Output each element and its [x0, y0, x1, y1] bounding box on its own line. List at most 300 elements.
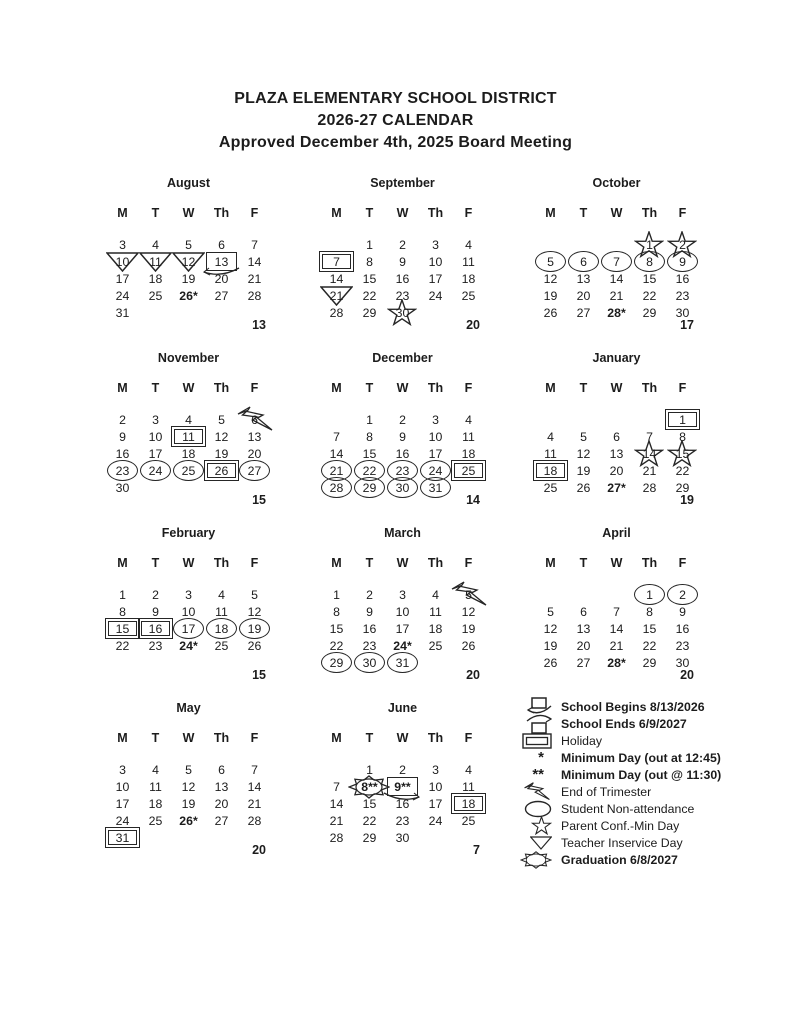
weekday-header: W [396, 556, 409, 570]
day-cell [106, 253, 139, 270]
day-number: 15 [115, 622, 130, 636]
day-cell [567, 411, 600, 428]
day-cell [633, 253, 666, 270]
day-cell [353, 637, 386, 654]
day-number: 9 [679, 605, 686, 619]
day-cell [567, 620, 600, 637]
day-number: 23 [362, 639, 377, 653]
day-number: 16 [395, 272, 410, 286]
day-cell [320, 637, 353, 654]
weekday-header: T [151, 381, 160, 395]
month-total-days: 13 [252, 318, 266, 332]
day-number: 5 [465, 588, 472, 602]
day-cell [666, 462, 699, 479]
district-name: PLAZA ELEMENTARY SCHOOL DISTRICT [234, 90, 557, 107]
day-number: 17 [148, 447, 163, 461]
day-cell [205, 795, 238, 812]
legend-item [520, 715, 734, 732]
day-number: 20 [576, 639, 591, 653]
day-number: 31 [115, 306, 130, 320]
day-cell [106, 586, 139, 603]
legend-label: Minimum Day (out at 12:45) [561, 750, 721, 765]
day-cell [534, 445, 567, 462]
day-cell [666, 428, 699, 445]
weekday-header: F [250, 556, 259, 570]
day-cell [172, 778, 205, 795]
weekday-header: W [182, 556, 195, 570]
weekday-header: M [331, 381, 342, 395]
day-number: 16 [362, 622, 377, 636]
day-cell [666, 270, 699, 287]
day-cell [452, 236, 485, 253]
day-cell [106, 462, 139, 479]
day-cell [106, 761, 139, 778]
document-title [0, 88, 791, 154]
weekday-header: T [365, 206, 374, 220]
day-cell [600, 270, 633, 287]
day-cell [139, 411, 172, 428]
day-number: 1 [366, 413, 373, 427]
day-cell [172, 287, 205, 304]
day-number: 23 [395, 289, 410, 303]
day-cell [238, 603, 271, 620]
day-number: 17 [428, 447, 443, 461]
day-number: 25 [461, 289, 476, 303]
day-cell [106, 637, 139, 654]
weekday-header: Th [213, 731, 230, 745]
day-cell [419, 586, 452, 603]
weekday-header-row [106, 729, 271, 747]
weekday-header: T [579, 556, 588, 570]
day-number: 30 [395, 306, 410, 320]
day-number: 3 [432, 763, 439, 777]
month-title: June [387, 701, 418, 715]
day-cell [172, 445, 205, 462]
day-number: 21 [329, 464, 344, 478]
day-cell [320, 236, 353, 253]
month-days [320, 761, 485, 846]
day-number: 10 [181, 605, 196, 619]
graduation-burst-icon [520, 851, 552, 869]
day-cell [419, 287, 452, 304]
weekday-header: Th [213, 381, 230, 395]
day-cell [452, 603, 485, 620]
day-number: 10 [428, 430, 443, 444]
month-total-days: 20 [466, 668, 480, 682]
legend-label: Student Non-attendance [561, 801, 695, 816]
day-cell [139, 778, 172, 795]
day-number: 2 [119, 413, 126, 427]
month-total-days: 14 [466, 493, 480, 507]
approval-note: Approved December 4th, 2025 Board Meeting [218, 134, 573, 151]
day-cell [238, 812, 271, 829]
day-number: 5 [547, 255, 554, 269]
day-number: 11 [544, 447, 557, 461]
month-title: February [161, 526, 216, 540]
legend-label: Teacher Inservice Day [561, 835, 683, 850]
day-number: 24 [428, 814, 443, 828]
legend-item [520, 749, 734, 766]
day-cell [172, 620, 205, 637]
day-number: 6 [580, 255, 587, 269]
day-cell [139, 603, 172, 620]
day-number: 15 [362, 272, 377, 286]
day-number: 27 [214, 814, 229, 828]
day-number: 20 [609, 464, 624, 478]
month-days [534, 586, 699, 671]
weekday-header-row [534, 554, 699, 572]
day-number: 10 [428, 255, 443, 269]
day-number: 24 [115, 289, 130, 303]
weekday-header: Th [427, 206, 444, 220]
day-cell [320, 462, 353, 479]
day-cell [172, 603, 205, 620]
day-number: 11 [182, 430, 195, 444]
day-number: 7 [333, 780, 340, 794]
day-number: 10 [428, 780, 443, 794]
day-number: 21 [247, 272, 262, 286]
day-number: 6 [580, 605, 587, 619]
day-cell [419, 795, 452, 812]
day-cell [386, 778, 419, 795]
day-number: 29 [362, 306, 377, 320]
month-total-days: 20 [466, 318, 480, 332]
weekday-header: T [151, 556, 160, 570]
day-cell [419, 428, 452, 445]
day-cell [419, 270, 452, 287]
day-cell [600, 620, 633, 637]
day-cell [320, 620, 353, 637]
day-number: 14 [642, 447, 657, 461]
day-number: 13 [576, 622, 591, 636]
day-number: 8 [366, 430, 373, 444]
day-number: 24 [428, 464, 443, 478]
day-cell [172, 637, 205, 654]
day-number: 17 [395, 622, 410, 636]
day-number: 12 [576, 447, 591, 461]
day-number: 26 [247, 639, 262, 653]
day-cell [139, 795, 172, 812]
day-number: 19 [181, 797, 196, 811]
weekday-header: W [610, 556, 623, 570]
day-cell [205, 778, 238, 795]
day-number: 29 [362, 481, 377, 495]
day-cell [205, 270, 238, 287]
day-cell [386, 270, 419, 287]
day-cell [205, 236, 238, 253]
minimum-day-double-asterisk: ** [532, 765, 544, 783]
day-number: 24 [115, 814, 130, 828]
day-number: 19 [214, 447, 229, 461]
weekday-header: W [182, 206, 195, 220]
month-january [520, 347, 734, 522]
day-number: 22 [329, 639, 344, 653]
day-number: 29 [642, 306, 657, 320]
day-number: 1 [646, 238, 653, 252]
day-cell [633, 236, 666, 253]
day-number: 21 [642, 464, 657, 478]
day-number: 2 [679, 238, 686, 252]
day-number: 1 [119, 588, 126, 602]
day-cell [419, 620, 452, 637]
day-cell [353, 778, 386, 795]
day-number: 18 [461, 447, 476, 461]
day-number: 15 [642, 622, 657, 636]
day-cell [205, 620, 238, 637]
day-cell [205, 603, 238, 620]
day-cell [666, 445, 699, 462]
day-cell [238, 778, 271, 795]
month-april [520, 522, 734, 697]
day-cell [139, 253, 172, 270]
day-cell [205, 761, 238, 778]
weekday-header: M [331, 206, 342, 220]
day-number: 22 [675, 464, 690, 478]
day-number: 11 [149, 255, 162, 269]
day-cell [534, 428, 567, 445]
day-number: 21 [609, 289, 624, 303]
day-number: 12 [247, 605, 262, 619]
day-number: 2 [679, 588, 686, 602]
day-number: 2 [399, 238, 406, 252]
weekday-header-row [106, 379, 271, 397]
day-number: 20 [214, 797, 229, 811]
day-cell [172, 795, 205, 812]
day-cell [600, 253, 633, 270]
day-cell [666, 287, 699, 304]
day-number: 13 [609, 447, 624, 461]
weekday-header-row [320, 729, 485, 747]
day-number: 25 [148, 289, 163, 303]
legend-label: School Ends 6/9/2027 [561, 716, 687, 731]
month-total-days: 19 [680, 493, 694, 507]
day-number: 28 [247, 289, 262, 303]
day-number: 31 [115, 831, 130, 845]
weekday-header: F [464, 381, 473, 395]
weekday-header: M [117, 381, 128, 395]
non-attendance-oval-icon [524, 800, 552, 818]
day-number: 20 [576, 289, 591, 303]
day-number: 11 [462, 430, 475, 444]
legend-item [520, 766, 734, 783]
day-cell [205, 287, 238, 304]
weekday-header: Th [213, 556, 230, 570]
day-number: 15 [362, 447, 377, 461]
day-number: 28 [329, 481, 344, 495]
weekday-header-row [320, 204, 485, 222]
day-number: 27 [576, 306, 591, 320]
day-number: 27 [214, 289, 229, 303]
day-cell [320, 270, 353, 287]
day-cell [567, 270, 600, 287]
day-cell [600, 462, 633, 479]
day-number: 22 [362, 464, 377, 478]
month-title: March [384, 526, 421, 540]
day-number: 25 [214, 639, 229, 653]
day-cell [320, 428, 353, 445]
legend-item [520, 732, 734, 749]
day-cell [386, 586, 419, 603]
day-number: 25 [461, 464, 476, 478]
day-number: 29 [362, 831, 377, 845]
teacher-inservice-triangle-icon [530, 836, 552, 850]
day-cell [205, 586, 238, 603]
day-cell [139, 620, 172, 637]
day-cell [106, 778, 139, 795]
day-cell [386, 411, 419, 428]
day-cell [106, 270, 139, 287]
day-cell [139, 637, 172, 654]
day-cell [172, 761, 205, 778]
day-cell [238, 253, 271, 270]
day-cell [419, 761, 452, 778]
weekday-header: Th [641, 556, 658, 570]
day-number: 28 [247, 814, 262, 828]
day-cell [534, 620, 567, 637]
legend-label: Graduation 6/8/2027 [561, 852, 678, 867]
day-number: 25 [181, 464, 196, 478]
day-number: 14 [609, 622, 624, 636]
day-number: 29 [642, 656, 657, 670]
day-cell [633, 637, 666, 654]
day-cell [633, 411, 666, 428]
day-number: 9 [679, 255, 686, 269]
day-cell [452, 761, 485, 778]
day-number: 1 [333, 588, 340, 602]
day-cell [172, 270, 205, 287]
weekday-header: W [182, 731, 195, 745]
day-cell [419, 778, 452, 795]
day-number: 17 [115, 272, 130, 286]
day-number: 3 [119, 763, 126, 777]
day-number: 1 [366, 763, 373, 777]
weekday-header: T [365, 381, 374, 395]
day-cell [633, 270, 666, 287]
weekday-header: T [151, 206, 160, 220]
day-cell [353, 761, 386, 778]
day-cell [600, 236, 633, 253]
day-cell [452, 637, 485, 654]
day-cell [320, 445, 353, 462]
day-number: 24 [148, 464, 163, 478]
day-cell [419, 411, 452, 428]
legend-label: Minimum Day (out @ 11:30) [561, 767, 722, 782]
day-number: 12 [543, 622, 558, 636]
day-number: 7 [646, 430, 653, 444]
day-cell [600, 445, 633, 462]
day-cell [534, 411, 567, 428]
day-number: 5 [251, 588, 258, 602]
day-number: 30 [675, 656, 690, 670]
day-number: 10 [115, 255, 130, 269]
day-cell [666, 411, 699, 428]
day-number: 19 [181, 272, 196, 286]
legend-item [520, 834, 734, 851]
day-number: 15 [675, 447, 690, 461]
day-number: 11 [462, 780, 475, 794]
day-number: 7 [333, 255, 340, 269]
day-cell [386, 603, 419, 620]
day-number: 22 [115, 639, 130, 653]
day-cell [238, 586, 271, 603]
day-cell [139, 761, 172, 778]
day-number: 2 [399, 413, 406, 427]
day-cell [238, 270, 271, 287]
day-number: 1 [679, 413, 686, 427]
day-number: 9 [152, 605, 159, 619]
month-total-days: 17 [680, 318, 694, 332]
weekday-header: W [610, 206, 623, 220]
weekday-header: M [545, 381, 556, 395]
weekday-header: M [545, 556, 556, 570]
day-number: 12 [461, 605, 476, 619]
day-cell [172, 236, 205, 253]
month-title: September [370, 176, 435, 190]
day-cell [452, 778, 485, 795]
day-number: 7 [333, 430, 340, 444]
weekday-header: M [117, 206, 128, 220]
day-cell [386, 253, 419, 270]
weekday-header: F [250, 731, 259, 745]
month-june [306, 697, 520, 872]
day-cell [419, 445, 452, 462]
day-number: 30 [115, 481, 130, 495]
day-number: 5 [185, 238, 192, 252]
day-cell [419, 253, 452, 270]
day-number: 7 [251, 763, 258, 777]
month-title: December [372, 351, 433, 365]
day-number: 3 [185, 588, 192, 602]
day-number: 18 [214, 622, 229, 636]
day-number: 30 [362, 656, 377, 670]
day-cell [567, 428, 600, 445]
day-number: 28 [642, 481, 657, 495]
weekday-header: Th [427, 556, 444, 570]
day-cell [534, 253, 567, 270]
day-cell [172, 812, 205, 829]
day-number: 13 [214, 255, 229, 269]
day-cell [353, 812, 386, 829]
day-cell [238, 428, 271, 445]
weekday-header: F [250, 206, 259, 220]
day-cell [320, 812, 353, 829]
day-number: 17 [428, 272, 443, 286]
day-cell [567, 445, 600, 462]
day-cell [419, 603, 452, 620]
day-number: 12 [214, 430, 229, 444]
day-cell [205, 637, 238, 654]
day-cell [238, 462, 271, 479]
day-cell [534, 586, 567, 603]
day-cell [238, 287, 271, 304]
weekday-header: T [579, 381, 588, 395]
day-cell [386, 761, 419, 778]
weekday-header-row [534, 379, 699, 397]
day-number: 9** [394, 780, 411, 794]
day-cell [452, 795, 485, 812]
day-cell [139, 428, 172, 445]
day-number: 23 [675, 639, 690, 653]
month-days [320, 411, 485, 496]
day-number: 2 [152, 588, 159, 602]
day-number: 4 [152, 238, 159, 252]
day-cell [567, 287, 600, 304]
day-number: 14 [329, 797, 344, 811]
day-number: 10 [115, 780, 130, 794]
month-total-days: 20 [252, 843, 266, 857]
weekday-header: F [678, 381, 687, 395]
weekday-header: F [464, 556, 473, 570]
